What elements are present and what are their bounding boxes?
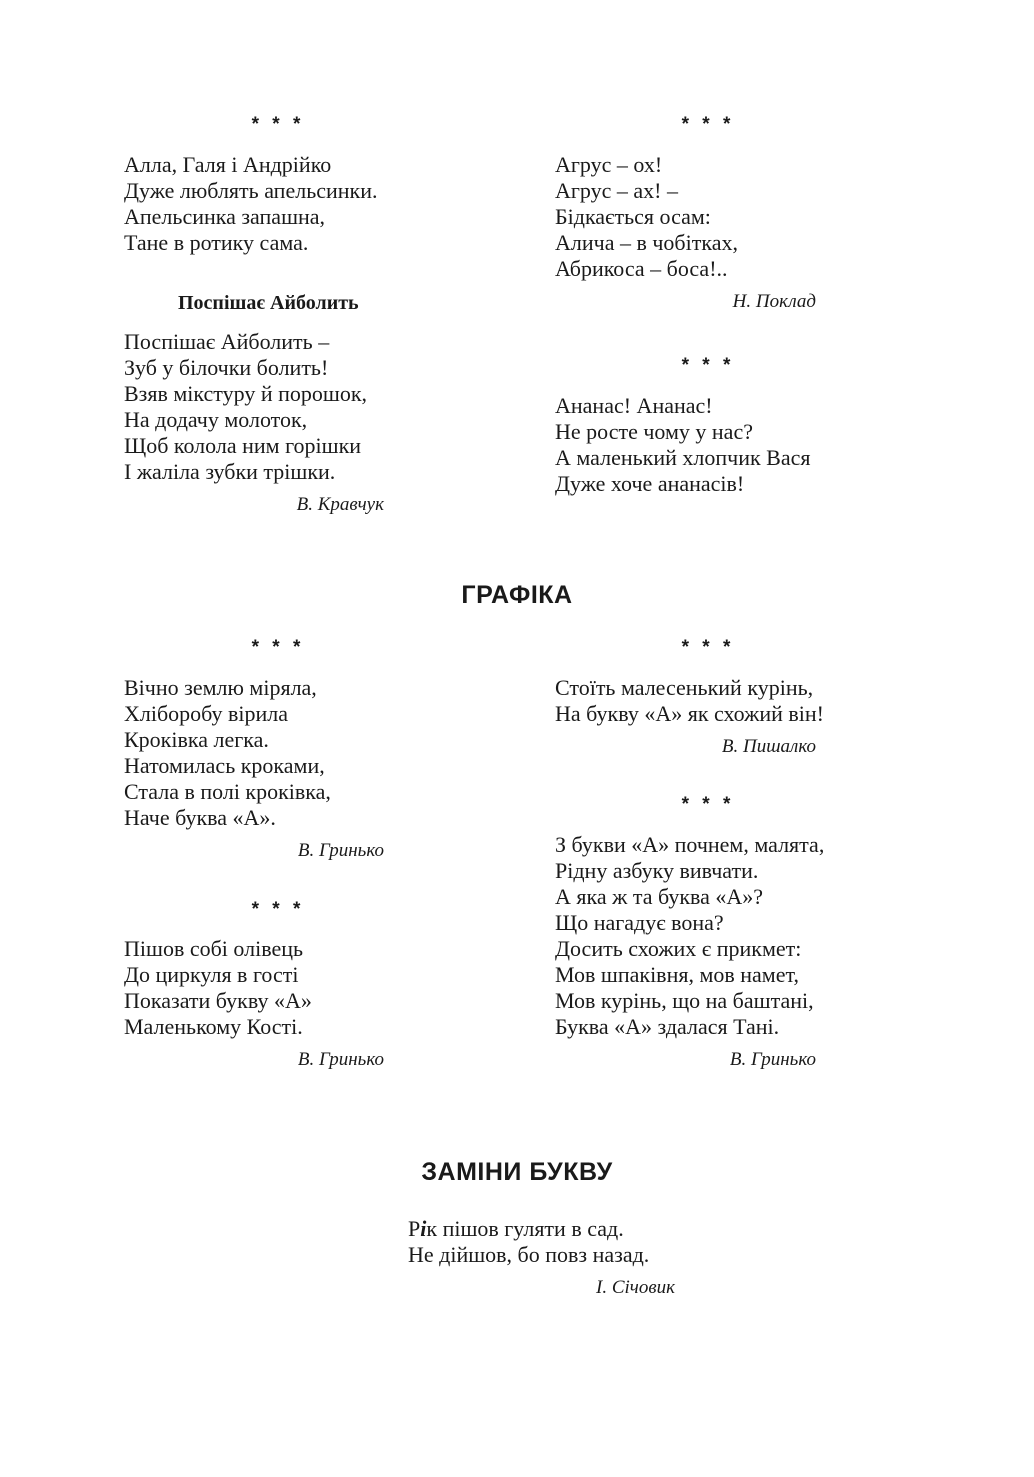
separator-stars: * * * (681, 794, 735, 815)
poem-line: Рідну азбуку вивчати. (555, 858, 759, 883)
separator-stars: * * * (681, 637, 735, 658)
poem-line: Поспішає Айболить – (124, 329, 330, 354)
poem-line-rest: к пішов гуляти в сад. (426, 1216, 624, 1241)
poem-line: Не дійшов, бо повз назад. (408, 1242, 650, 1267)
separator-stars: * * * (251, 114, 305, 135)
poem-line: Агрус – ах! – (555, 178, 678, 203)
poem-line: На букву «А» як схожий він! (555, 701, 824, 726)
poem-author: В. Гринько (297, 1049, 384, 1070)
poem-line: З букви «А» почнем, малята, (555, 832, 825, 857)
poem-line: Хліборобу вірила (124, 701, 289, 726)
highlighted-letter: і (420, 1216, 427, 1241)
poem-author: В. Пишалко (721, 736, 816, 757)
poem-line: Натомилась кроками, (124, 753, 325, 778)
poem-line: Абрикоса – боса!.. (555, 256, 728, 281)
poem-author: І. Січовик (596, 1277, 675, 1298)
poem-line: Ананас! Ананас! (555, 393, 713, 418)
poem-line: Тане в ротику сама. (124, 230, 309, 255)
poem-line: Агрус – ох! (555, 152, 663, 177)
poem-title: Поспішає Айболить (178, 292, 359, 314)
poem-line: Дуже люблять апельсинки. (124, 178, 378, 203)
poem-alla (124, 152, 378, 256)
poem-line: Маленькому Кості. (124, 1014, 303, 1039)
poem-line: Зуб у білочки болить! (124, 355, 329, 380)
poem-line: Дуже хоче ананасів! (555, 471, 745, 496)
poem-line: І жаліла зубки трішки. (124, 459, 336, 484)
poem-line: Не росте чому у нас? (555, 419, 753, 444)
poem-author: В. Кравчук (296, 494, 384, 515)
poem-line: Бідкається осам: (555, 204, 711, 229)
poem-author: Н. Поклад (732, 291, 816, 312)
poem-line-prefix: Р (408, 1216, 421, 1241)
poem-line: Взяв мікстуру й порошок, (124, 381, 368, 406)
poem-line: Вічно землю міряла, (124, 675, 317, 700)
separator-stars: * * * (681, 114, 735, 135)
poem-rik (408, 1216, 649, 1268)
poem-line: Мов шпаківня, мов намет, (555, 962, 799, 987)
poem-line: Стоїть малесенький курінь, (555, 675, 814, 700)
poem-line: Наче буква «А». (124, 805, 276, 830)
poem-z-bukvy-a (555, 832, 824, 1040)
poem-line: Пішов собі олівець (124, 936, 304, 961)
separator-stars: * * * (251, 899, 305, 920)
poem-line: Алича – в чобітках, (555, 230, 738, 255)
poem-line: А маленький хлопчик Вася (555, 445, 811, 470)
poem-kurin (555, 675, 824, 727)
poem-line: Стала в полі кроківка, (124, 779, 331, 804)
separator-stars: * * * (251, 637, 305, 658)
poem-olivets (124, 936, 312, 1040)
section-heading: ЗАМІНИ БУКВУ (421, 1158, 613, 1186)
poem-line: Показати букву «А» (124, 988, 312, 1013)
poem-line: Алла, Галя і Андрійко (124, 152, 332, 177)
section-heading: ГРАФІКА (461, 581, 573, 609)
poem-line: На додачу молоток, (124, 407, 308, 432)
poem-line: Кроківка легка. (124, 727, 269, 752)
poem-aibolyt (124, 329, 367, 485)
poem-line: Що нагадує вона? (555, 910, 724, 935)
poem-line: Мов курінь, що на баштані, (555, 988, 814, 1013)
poem-line: Щоб колола ним горішки (124, 433, 362, 458)
poem-line: Досить схожих є прикмет: (555, 936, 802, 961)
poem-ananas (555, 393, 811, 497)
poem-line (408, 1216, 649, 1242)
separator-stars: * * * (681, 355, 735, 376)
poem-line: А яка ж та буква «А»? (555, 884, 764, 909)
poem-author: В. Гринько (297, 840, 384, 861)
poem-line: До циркуля в гості (124, 962, 299, 987)
poem-line: Буква «А» здалася Тані. (555, 1014, 780, 1039)
poem-author: В. Гринько (729, 1049, 816, 1070)
poem-krokivka (124, 675, 331, 831)
poem-agrus (555, 152, 738, 282)
poem-line: Апельсинка запашна, (124, 204, 326, 229)
